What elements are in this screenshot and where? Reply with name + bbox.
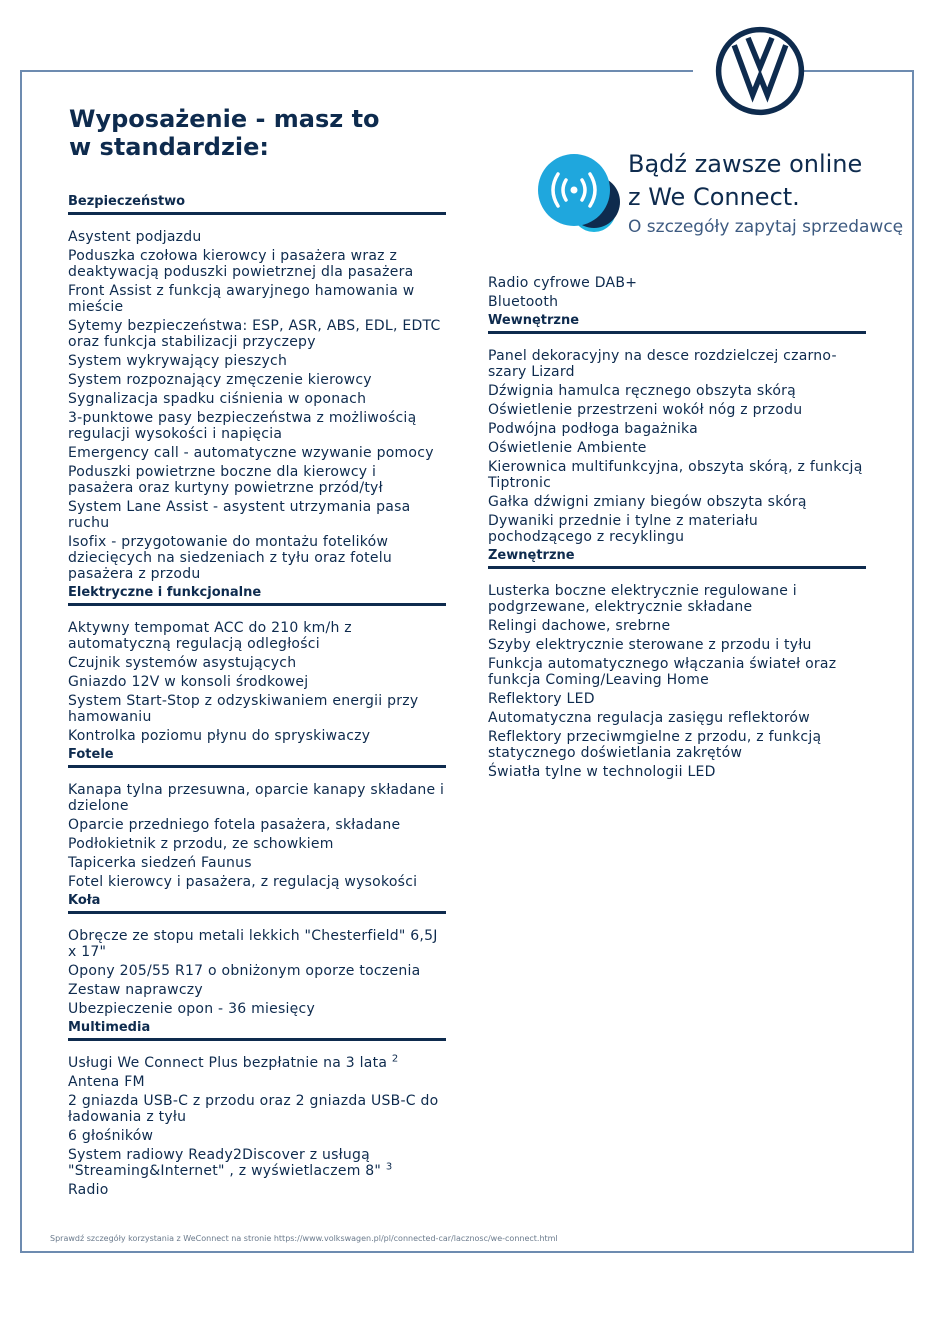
list-item: 6 głośników <box>68 1128 154 1144</box>
list-item: Światła tylne w technologii LED <box>488 764 716 780</box>
list-item: Podłokietnik z przodu, ze schowkiem <box>68 836 334 852</box>
list-item: Kierownica multifunkcyjna, obszyta skórą, z funkcją Tiptronic <box>488 459 863 491</box>
list-item: Dywaniki przednie i tylne z materiału pochodzącego z recyklingu <box>488 513 759 545</box>
vw-logo-icon <box>714 25 806 117</box>
section-heading-fotele: Fotele <box>68 747 446 768</box>
list-item: Radio <box>68 1182 109 1198</box>
list-item: Tapicerka siedzeń Faunus <box>68 855 252 871</box>
list-item: 3-punktowe pasy bezpieczeństwa z możliwością regulacji wysokości i napięcia <box>68 410 417 442</box>
list-item: Radio cyfrowe DAB+ <box>488 275 638 291</box>
list-item: System wykrywający pieszych <box>68 353 288 369</box>
promo-line-2: z We Connect. <box>628 183 800 211</box>
list-item: Gałka dźwigni zmiany biegów obszyta skórą <box>488 494 807 510</box>
section-heading-wewnetrzne: Wewnętrzne <box>488 313 866 334</box>
footnote-marker: 2 <box>391 1053 399 1065</box>
list-item: Gniazdo 12V w konsoli środkowej <box>68 674 309 690</box>
list-item: System Lane Assist - asystent utrzymania pasa ruchu <box>68 499 411 531</box>
footnote-marker: 3 <box>385 1161 393 1173</box>
list-item: Relingi dachowe, srebrne <box>488 618 671 634</box>
list-item: Asystent podjazdu <box>68 229 202 245</box>
list-item: System Start-Stop z odzyskiwaniem energii przy hamowaniu <box>68 693 419 725</box>
list-item: Reflektory LED <box>488 691 595 707</box>
list-item: Isofix - przygotowanie do montażu fotelików dziecięcych na siedzeniach z tyłu oraz fotelu pasażera z przodu <box>68 534 393 582</box>
list-item: Front Assist z funkcją awaryjnego hamowania w mieście <box>68 283 415 315</box>
list-item: Kanapa tylna przesuwna, oparcie kanapy składane i dzielone <box>68 782 445 814</box>
list-item-text: System radiowy Ready2Discover z usługą "Streaming&Internet" , z wyświetlaczem 8" <box>68 1147 382 1179</box>
we-connect-promo <box>536 145 906 245</box>
list-item: Opony 205/55 R17 o obniżonym oporze toczenia <box>68 963 421 979</box>
list-item: Poduszka czołowa kierowcy i pasażera wraz z deaktywacją poduszki powietrznej dla pasażera <box>68 248 414 280</box>
left-column <box>68 192 446 1201</box>
list-item: Sygnalizacja spadku ciśnienia w oponach <box>68 391 367 407</box>
list-item <box>68 1055 446 1071</box>
list-item: Ubezpieczenie opon - 36 miesięcy <box>68 1001 315 1017</box>
section-heading-multimedia: Multimedia <box>68 1020 446 1041</box>
list-item <box>68 1147 446 1179</box>
list-item: Automatyczna regulacja zasięgu reflektorów <box>488 710 810 726</box>
we-connect-icon <box>536 150 632 240</box>
list-item: Aktywny tempomat ACC do 210 km/h z automatyczną regulacją odległości <box>68 620 352 652</box>
section-heading-zewnetrzne: Zewnętrzne <box>488 548 866 569</box>
list-item: Antena FM <box>68 1074 145 1090</box>
list-item: Emergency call - automatyczne wzywanie pomocy <box>68 445 434 461</box>
section-heading-kola: Koła <box>68 893 446 914</box>
list-item: Sytemy bezpieczeństwa: ESP, ASR, ABS, EDL, EDTC oraz funkcja stabilizacji przyczepy <box>68 318 441 350</box>
list-item: Fotel kierowcy i pasażera, z regulacją wysokości <box>68 874 418 890</box>
footer-note: Sprawdź szczegóły korzystania z WeConnect na stronie https://www.volkswagen.pl/pl/connected-car/lacznosc/we-connect.html <box>50 1234 558 1243</box>
list-item: Kontrolka poziomu płynu do spryskiwaczy <box>68 728 371 744</box>
list-item: Czujnik systemów asystujących <box>68 655 297 671</box>
list-item: Obręcze ze stopu metali lekkich "Chesterfield" 6,5J x 17" <box>68 928 438 960</box>
list-item: Oświetlenie Ambiente <box>488 440 647 456</box>
right-column <box>488 275 866 783</box>
list-item: Oświetlenie przestrzeni wokół nóg z przodu <box>488 402 803 418</box>
list-item: Oparcie przedniego fotela pasażera, składane <box>68 817 401 833</box>
list-item: Panel dekoracyjny na desce rozdzielczej czarno-szary Lizard <box>488 348 837 380</box>
list-item: Poduszki powietrzne boczne dla kierowcy i pasażera oraz kurtyny powietrzne przód/tył <box>68 464 383 496</box>
list-item: Zestaw naprawczy <box>68 982 203 998</box>
section-heading-elektryczne: Elektryczne i funkcjonalne <box>68 585 446 606</box>
list-item: Podwójna podłoga bagażnika <box>488 421 698 437</box>
section-heading-bezpieczenstwo: Bezpieczeństwo <box>68 194 446 215</box>
promo-line-3: O szczegóły zapytaj sprzedawcę <box>628 217 904 237</box>
list-item: Dźwignia hamulca ręcznego obszyta skórą <box>488 383 796 399</box>
list-item: Bluetooth <box>488 294 559 310</box>
list-item: Szyby elektrycznie sterowane z przodu i tyłu <box>488 637 812 653</box>
list-item: Lusterka boczne elektrycznie regulowane i podgrzewane, elektrycznie składane <box>488 583 797 615</box>
list-item: Reflektory przeciwmgielne z przodu, z funkcją statycznego doświetlania zakrętów <box>488 729 822 761</box>
list-item: System rozpoznający zmęczenie kierowcy <box>68 372 372 388</box>
list-item: 2 gniazda USB-C z przodu oraz 2 gniazda USB-C do ładowania z tyłu <box>68 1093 439 1125</box>
page-title: Wyposażenie - masz to w standardzie: <box>69 105 380 161</box>
promo-line-1: Bądź zawsze online <box>628 150 863 178</box>
list-item: Funkcja automatycznego włączania świateł oraz funkcja Coming/Leaving Home <box>488 656 837 688</box>
list-item-text: Usługi We Connect Plus bezpłatnie na 3 lata <box>68 1055 388 1071</box>
